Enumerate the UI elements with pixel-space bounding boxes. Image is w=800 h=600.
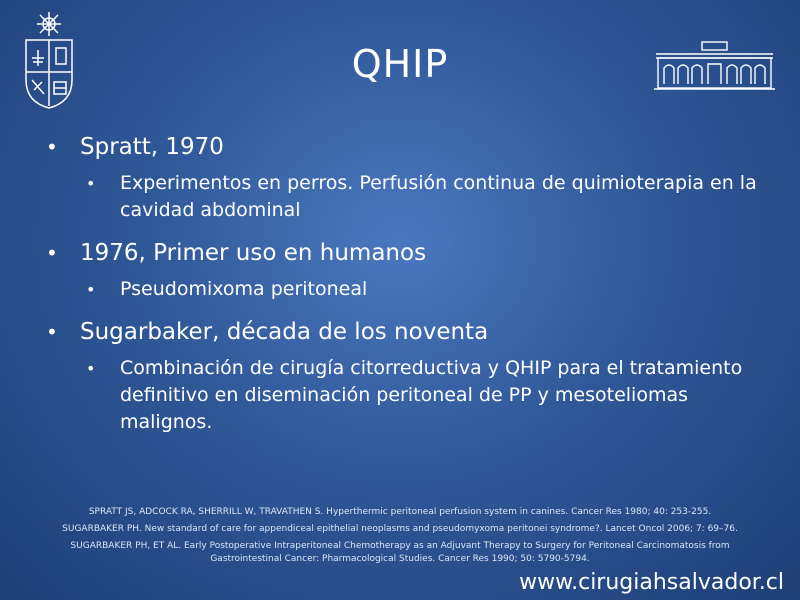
sub-bullet-text: Combinación de cirugía citorreductiva y QHIP para el tratamiento definitivo en diseminación peritoneal de PP y mesoteliomas malignos. [120, 357, 743, 433]
bullet-dot-icon: • [46, 241, 58, 265]
sub-bullet-text: Experimentos en perros. Perfusión continua de quimioterapia en la cavidad abdominal [120, 172, 757, 221]
reference-item: SUGARBAKER PH. New standard of care for appendiceal epithelial neoplasms and pseudomyxoma peritonei syndrome?. Lancet Oncol 2006; 7: 69–76. [62, 524, 738, 534]
bullet-dot-icon: • [86, 280, 96, 299]
reference-item: SPRATT JS, ADCOCK RA, SHERRILL W, TRAVATHEN S. Hyperthermic peritoneal perfusion system in canines. Cancer Res 1980; 40: 253-255. [88, 507, 712, 517]
bullet-item [46, 317, 766, 347]
bullet-text: 1976, Primer uso en humanos [80, 240, 427, 266]
sub-bullet-item [46, 355, 766, 436]
references [40, 506, 760, 570]
bullet-item [46, 132, 766, 162]
sub-bullet-text: Pseudomixoma peritoneal [120, 278, 368, 300]
bullet-dot-icon: • [46, 135, 58, 159]
website-url: www.cirugiahsalvador.cl [519, 570, 784, 595]
slide-title: QHIP [351, 42, 449, 86]
sub-bullet-item [46, 170, 766, 224]
bullet-text: Sugarbaker, década de los noventa [80, 319, 489, 345]
bullet-item [46, 238, 766, 268]
bullet-text: Spratt, 1970 [80, 134, 224, 160]
bullet-list [46, 132, 766, 436]
sub-bullet-item [46, 276, 766, 303]
bullet-dot-icon: • [46, 320, 58, 344]
bullet-dot-icon: • [86, 359, 96, 378]
bullet-dot-icon: • [86, 174, 96, 193]
reference-item: SUGARBAKER PH, ET AL. Early Postoperative Intraperitoneal Chemotherapy as an Adjuvant Therapy to Surgery for Peritoneal Carcinomatosis from Gastrointestinal Cancer: Pharmacological Studies. Cancer Res 1990; 50: 5790-5794. [70, 541, 730, 564]
